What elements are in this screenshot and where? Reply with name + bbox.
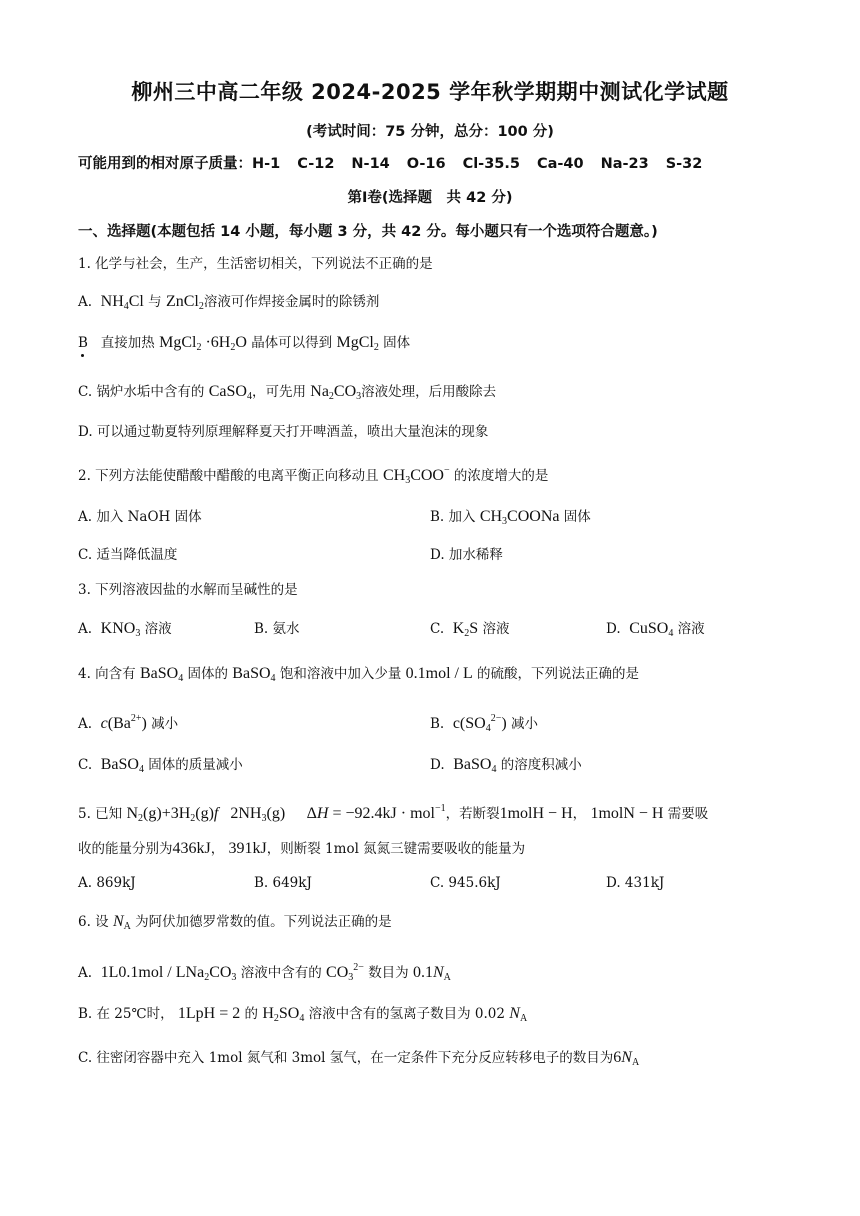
q2-option-b: B. 加入 $CH_3COONa$ 固体 [430,508,591,527]
atomic-mass-item: O-16 [406,156,446,172]
atomic-mass-item: Na-23 [600,156,649,172]
atomic-mass-label: 可能用到的相对原子质量： [78,156,252,172]
q5-option-a: A. 869kJ [78,875,136,891]
q2-stem: 2. 下列方法能使醋酸中醋酸的电离平衡正向移动且 $CH_3COO^-$ 的浓度增大的是 [78,465,549,486]
q1-option-b: B 直接加热 MgCl$_2$ $\cdot 6H_2O$ 晶体可以得到 MgCl$_2$ 固体 [78,334,411,353]
atomic-mass-line [78,152,702,173]
q2-option-a: A. 加入 NaOH 固体 [78,509,202,525]
atomic-mass-item: N-14 [351,156,390,172]
q3-option-b: B. 氨水 [254,621,300,637]
q3-stem: 3. 下列溶液因盐的水解而呈碱性的是 [78,582,298,598]
exam-title: 柳州三中高二年级 2024-2025 学年秋学期期中测试化学试题 [131,80,729,104]
q6-stem: 6. 设 $N_A$ 为阿伏加德罗常数的值。下列说法正确的是 [78,913,392,932]
q5-option-d: D. 431kJ [606,875,665,891]
emphasis-dot [81,354,84,357]
section-title: 一、选择题(本题包括 14 小题，每小题 3 分，共 42 分。每小题只有一个选项符合题意。) [78,224,658,240]
q2-option-d: D. 加水稀释 [430,547,503,563]
exam-info: (考试时间：75 分钟，总分：100 分) [306,124,554,140]
q3-option-a: A. $KNO_3$ 溶液 [78,620,172,639]
q3-option-d: D. CuSO$_4$ 溶液 [606,620,705,639]
q3-option-c: C. $K_2S$ 溶液 [430,620,510,639]
q2-option-c: C. 适当降低温度 [78,547,178,563]
atomic-mass-item: Ca-40 [536,156,584,172]
q5-stem-line1: 5. 已知 $N_2(g)+3H_2(g)f$ $2NH_3(g)$ ΔH = −92.4kJ · mol$^{-1}$，若断裂1molH − H， 1molN − H 需要吸 [78,803,709,824]
q1-option-c: C. 锅炉水垢中含有的 CaSO$_4$，可先用 $Na_2CO_3$溶液处理，后用酸除去 [78,383,497,402]
q4-option-d: D. BaSO$_4$ 的溶度积减小 [430,756,582,775]
q4-option-b: B. $c(SO_4^{2-})$ 减小 [430,713,538,734]
q6-option-c: C. 往密闭容器中充入 1mol 氮气和 3mol 氢气，在一定条件下充分反应转移电子的数目为$6N_A$ [78,1049,640,1068]
atomic-mass-item: C-12 [297,156,335,172]
q4-stem: 4. 向含有 BaSO$_4$ 固体的 BaSO$_4$ 饱和溶液中加入少量 0.1mol / L 的硫酸，下列说法正确的是 [78,665,640,684]
q4-option-a: A. $c(Ba^{2+})$ 减小 [78,713,179,732]
q5-stem-line2: 收的能量分别为436kJ， 391kJ，则断裂 1mol 氮氮三键需要吸收的能量为 [78,840,526,857]
q6-option-a: A. $1L0.1mol / LNa_2CO_3$ 溶液中含有的 $CO_3^{2-}$ 数目为 $0.1N_A$ [78,962,451,983]
q5-option-c: C. 945.6kJ [430,875,501,891]
q1-option-d: D. 可以通过勒夏特列原理解释夏天打开啤酒盖，喷出大量泡沫的现象 [78,424,489,440]
atomic-mass-item: S-32 [665,156,703,172]
q1-stem: 1. 化学与社会，生产，生活密切相关，下列说法不正确的是 [78,256,433,272]
q1-option-a: A. $NH_4Cl$ 与 ZnCl$_2$溶液可作焊接金属时的除锈剂 [78,293,380,312]
q6-option-b: B. 在 25℃时， 1LpH = 2 的 $H_2SO_4$ 溶液中含有的氢离子数目为 0.02 $N_A$ [78,1005,528,1024]
volume-title: 第Ⅰ卷(选择题 共 42 分) [347,190,513,206]
atomic-mass-item: Cl-35.5 [462,156,520,172]
q5-option-b: B. 649kJ [254,875,312,891]
q4-option-c: C. BaSO$_4$ 固体的质量减小 [78,756,243,775]
atomic-mass-item: H-1 [252,156,281,172]
